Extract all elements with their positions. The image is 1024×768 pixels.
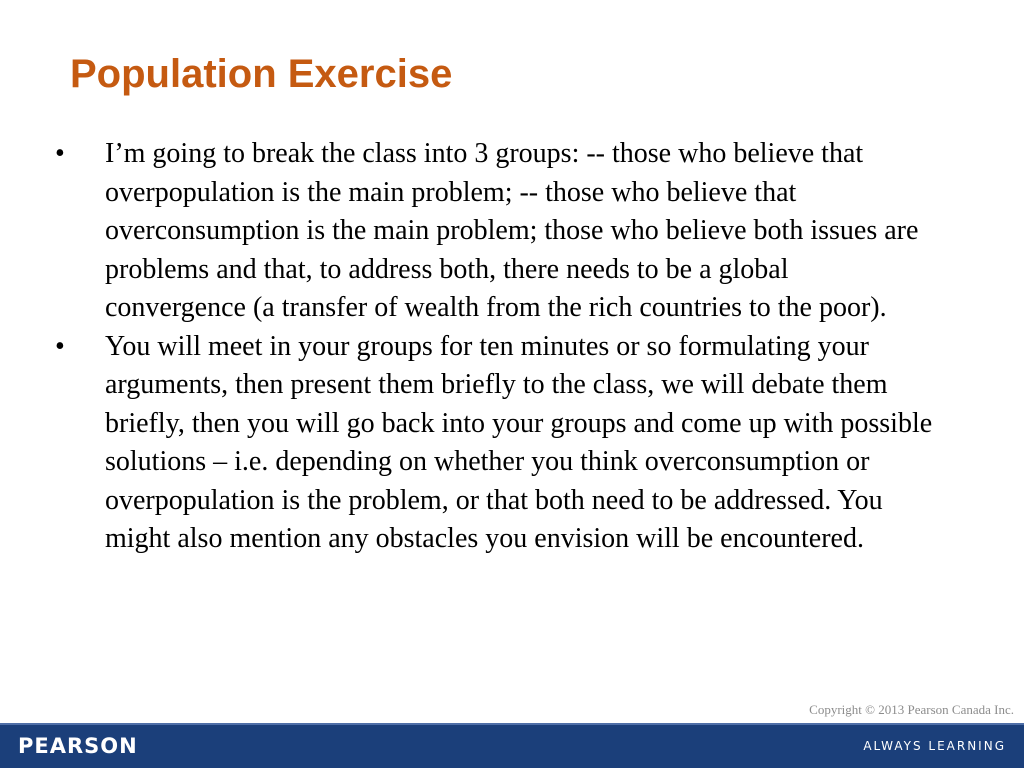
bullet-text: You will meet in your groups for ten minutes or so formulating your arguments, then present them briefly to the class, we will debate them briefly, then you will go back into your groups and come up with possible solutions – i.e. depending on whether you think overconsumption or overpopulation is the problem, or that both need to be addressed. You might also mention any obstacles you envision will be encountered. [105, 330, 933, 554]
bullet-item [55, 135, 935, 328]
bullet-item [55, 328, 935, 559]
footer-bar [0, 723, 1024, 768]
bullet-icon: • [55, 330, 65, 362]
bullet-text: I’m going to break the class into 3 groups: -- those who believe that overpopulation is the main problem; -- those who believe that overconsumption is the main problem; those who believe both issues are problems and that, to address both, there needs to be a global convergence (a transfer of wealth from the rich countries to the poor). [105, 138, 919, 323]
tagline: ALWAYS LEARNING [863, 739, 1006, 753]
pearson-logo: PEARSON [18, 734, 138, 758]
bullet-list [55, 135, 935, 559]
copyright-notice: Copyright © 2013 Pearson Canada Inc. [809, 702, 1014, 717]
bullet-icon: • [55, 138, 65, 169]
slide-title: Population Exercise [70, 52, 453, 96]
